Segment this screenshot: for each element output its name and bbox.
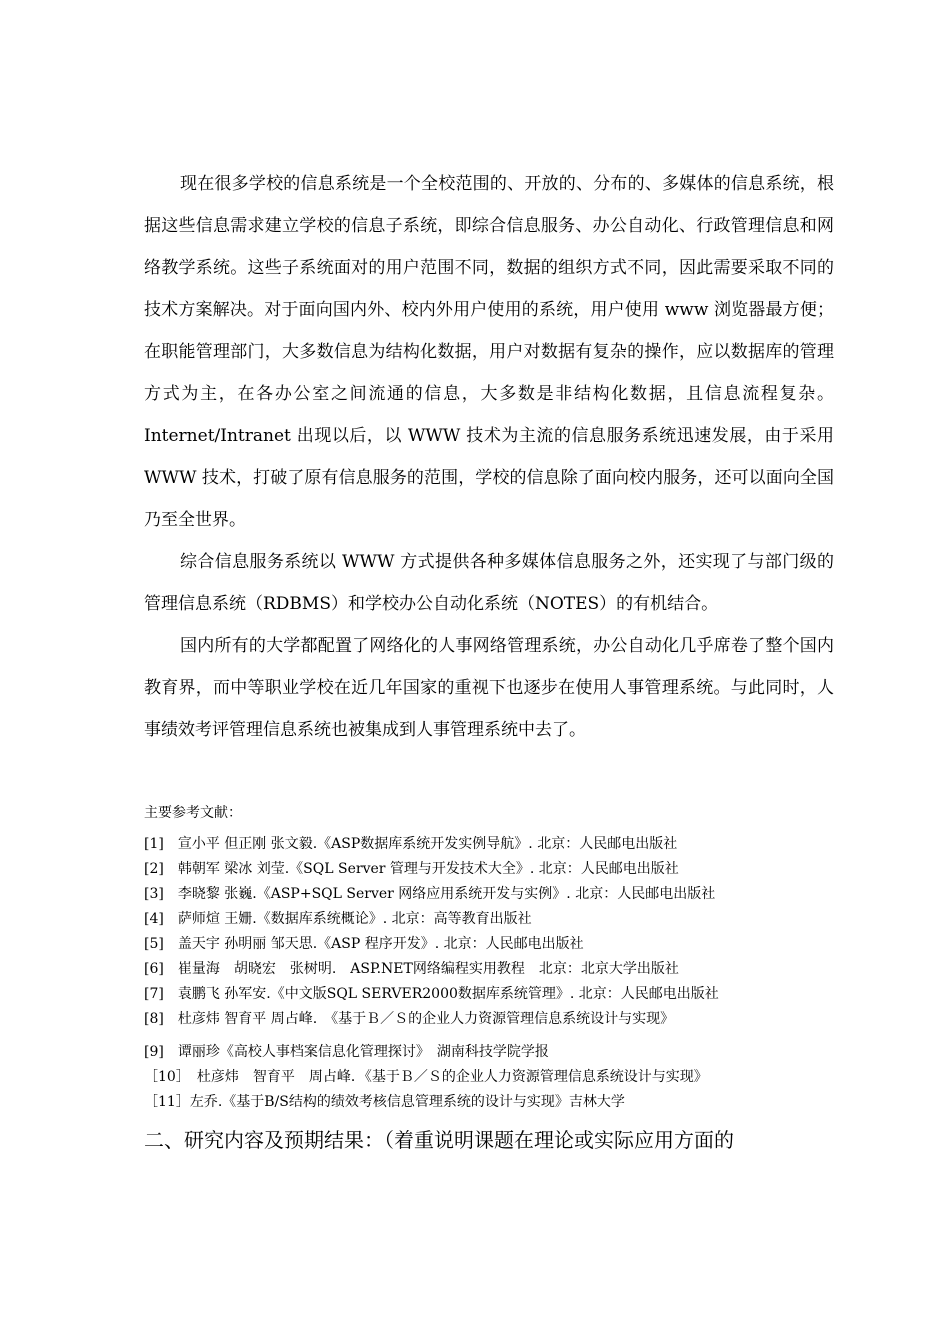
paragraph-3: 国内所有的大学都配置了网络化的人事网络管理系统，办公自动化几乎席卷了整个国内教育界，而中等职业学校在近几年国家的重视下也逐步在使用人事管理系统。与此同时，人事绩效考评管理信息系统也被集成到人事管理系统中去了。 — [144, 636, 834, 740]
reference-item: [1] 宣小平 但正刚 张文毅.《ASP数据库系统开发实例导航》. 北京：人民邮电出版社 — [144, 836, 678, 852]
reference-item: [4] 萨师煊 王姗.《数据库系统概论》. 北京：高等教育出版社 — [144, 911, 532, 927]
reference-item: [2] 韩朝军 梁冰 刘莹.《SQL Server 管理与开发技术大全》. 北京：人民邮电出版社 — [144, 861, 679, 877]
reference-item: [3] 李晓黎 张巍.《ASP+SQL Server 网络应用系统开发与实例》. 北京：人民邮电出版社 — [144, 886, 716, 902]
reference-item: [8] 杜彦炜 智育平 周占峰. 《基于Ｂ／Ｓ的企业人力资源管理信息系统设计与实现》 — [144, 1011, 675, 1027]
paragraph-2: 综合信息服务系统以 WWW 方式提供各种多媒体信息服务之外，还实现了与部门级的管理信息系统（RDBMS）和学校办公自动化系统（NOTES）的有机结合。 — [144, 552, 834, 614]
body-text — [144, 163, 834, 751]
references-heading: 主要参考文献： — [144, 805, 242, 821]
paragraph-1: 现在很多学校的信息系统是一个全校范围的、开放的、分布的、多媒体的信息系统，根据这些信息需求建立学校的信息子系统，即综合信息服务、办公自动化、行政管理信息和网络教学系统。这些子系统面对的用户范围不同，数据的组织方式不同，因此需要采取不同的技术方案解决。对于面向国内外、校内外用户使用的系统，用户使用 www 浏览器最方便； 在职能管理部门，大多数信息为结构化数据，用户对数据有复杂的操作，应以数据库的管理方式为主，在各办公室之间流通的信息，大多数是非结构化数据，且信息流程复杂。Internet/Intranet 出现以后，以 WWW 技术为主流的信息服务系统迅速发展，由于采用 WWW 技术，打破了原有信息服务的范围，学校的信息除了面向校内服务，还可以面向全国乃至全世界。 — [144, 174, 834, 530]
reference-item: ［10］ 杜彦炜 智育平 周占峰．《基于Ｂ／Ｓ的企业人力资源管理信息系统设计与实现》 — [144, 1069, 708, 1085]
reference-item: [9] 谭丽珍《高校人事档案信息化管理探讨》 湖南科技学院学报 — [144, 1044, 549, 1060]
reference-item: [5] 盖天宇 孙明丽 邹天思.《ASP 程序开发》. 北京：人民邮电出版社 — [144, 936, 584, 952]
reference-item: [7] 袁鹏飞 孙军安.《中文版SQL SERVER2000数据库系统管理》. 北京：人民邮电出版社 — [144, 986, 719, 1002]
reference-item: ［11］左乔.《基于B/S结构的绩效考核信息管理系统的设计与实现》吉林大学 — [144, 1094, 625, 1110]
reference-item: [6] 崔量海 胡晓宏 张树明. ASP.NET网络编程实用教程 北京：北京大学出版社 — [144, 961, 679, 977]
section-heading: 二、研究内容及预期结果：（着重说明课题在理论或实际应用方面的 — [144, 1128, 734, 1152]
